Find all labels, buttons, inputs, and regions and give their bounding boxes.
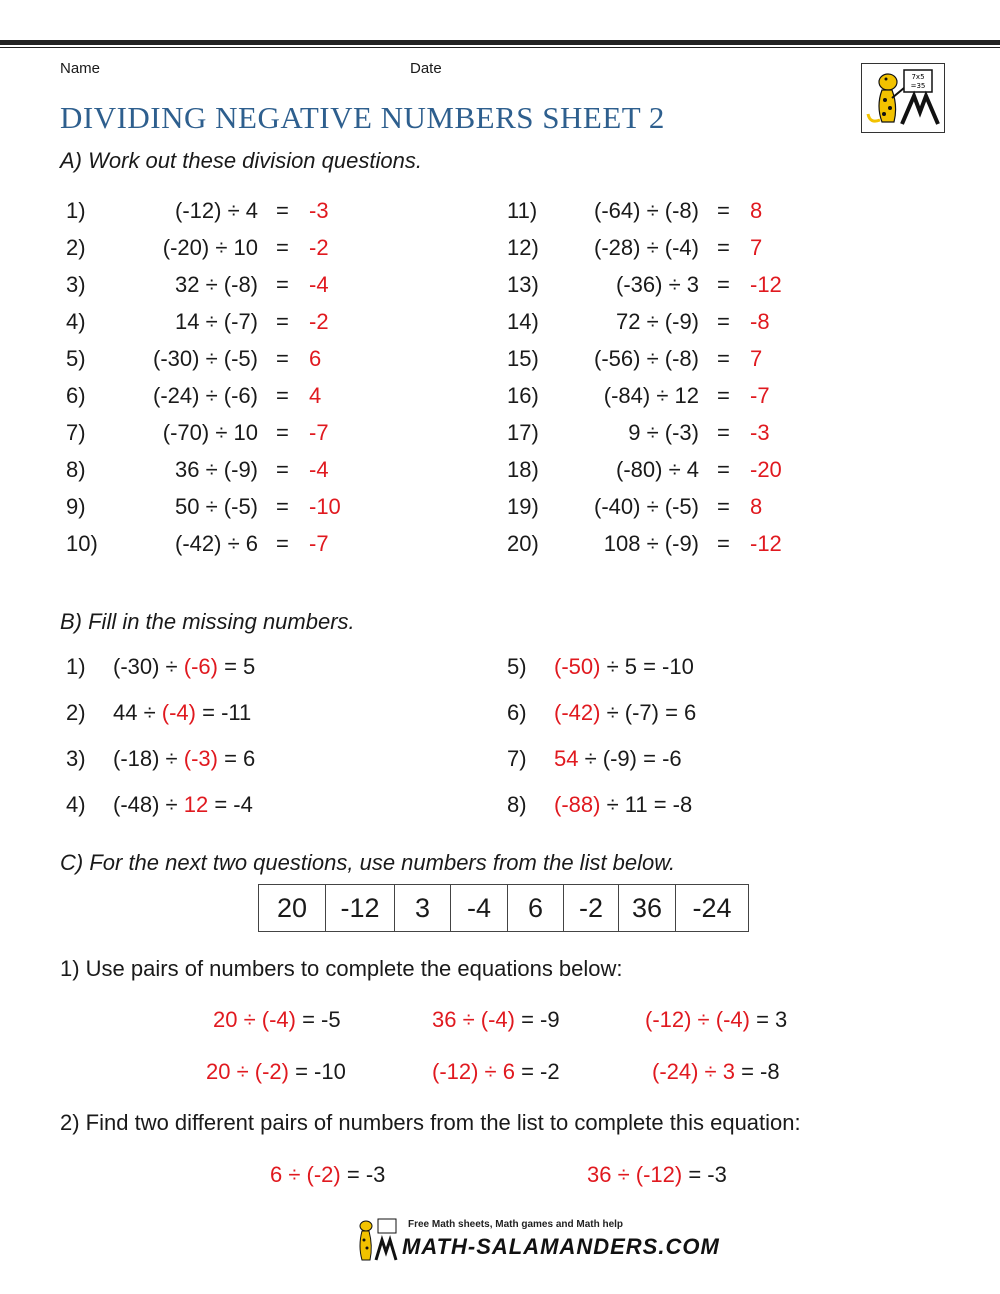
equals-sign: = <box>276 272 289 297</box>
answer: -4 <box>309 457 329 482</box>
question-row <box>507 307 807 337</box>
answer: -2 <box>309 309 329 334</box>
chosen-pair: (-12) ÷ (-4) <box>645 1007 750 1032</box>
equals-sign: = <box>276 420 289 445</box>
equation-result: = -2 <box>514 1059 560 1084</box>
missing-number: (-42) <box>554 700 601 725</box>
footer-tagline: Free Math sheets, Math games and Math help <box>408 1219 624 1230</box>
question-number: 16) <box>507 383 539 408</box>
equation-text: = -11 <box>196 700 252 725</box>
fill-in-equation <box>554 744 682 774</box>
question-number: 7) <box>507 746 527 771</box>
equals-sign: = <box>717 198 730 223</box>
equation-result: = -3 <box>340 1162 386 1187</box>
number-list-cell: -12 <box>326 885 395 932</box>
question-row <box>66 455 366 485</box>
chosen-pair: 20 ÷ (-4) <box>213 1007 296 1032</box>
equals-sign: = <box>717 309 730 334</box>
section-b-heading: B) Fill in the missing numbers. <box>60 609 355 634</box>
equation-answer <box>652 1057 780 1087</box>
question-number: 17) <box>507 420 539 445</box>
fill-in-equation <box>554 698 696 728</box>
equals-sign: = <box>717 420 730 445</box>
top-rule-thin <box>0 47 1000 48</box>
equation-text: (-30) ÷ <box>113 654 184 679</box>
page-title: DIVIDING NEGATIVE NUMBERS SHEET 2 <box>60 100 665 135</box>
equals-sign: = <box>717 235 730 260</box>
question-number: 5) <box>66 346 86 371</box>
question-row <box>66 529 366 559</box>
question-number: 8) <box>507 792 527 817</box>
answer: -7 <box>309 531 329 556</box>
question-number: 14) <box>507 309 539 334</box>
question-number: 13) <box>507 272 539 297</box>
answer: -7 <box>309 420 329 445</box>
section-c-heading: C) For the next two questions, use numbers from the list below. <box>60 850 676 875</box>
question-row <box>66 270 366 300</box>
question-number: 3) <box>66 746 86 771</box>
equals-sign: = <box>276 457 289 482</box>
missing-number: 54 <box>554 746 579 771</box>
question-number: 1) <box>66 198 86 223</box>
question-number: 1) <box>66 654 86 679</box>
question-expression: 14 ÷ (-7) <box>175 309 258 334</box>
question-number: 11) <box>507 198 538 223</box>
fill-in-row <box>507 652 827 682</box>
equation-text: = 5 <box>217 654 256 679</box>
fill-in-equation <box>113 790 253 820</box>
section-a-heading: A) Work out these division questions. <box>60 148 422 173</box>
question-number: 12) <box>507 235 539 260</box>
fill-in-row <box>507 698 827 728</box>
question-expression: (-70) ÷ 10 <box>162 420 258 445</box>
answer: 7 <box>750 235 763 260</box>
equation-answer <box>587 1160 727 1190</box>
missing-number: 12 <box>183 792 209 817</box>
fill-in-row <box>66 652 386 682</box>
question-expression: (-36) ÷ 3 <box>616 272 699 297</box>
equation-answer <box>432 1057 560 1087</box>
equation-result: = 3 <box>749 1007 788 1032</box>
question-expression: 36 ÷ (-9) <box>175 457 258 482</box>
question-expression: 32 ÷ (-8) <box>175 272 258 297</box>
number-list-cell: -2 <box>564 885 619 932</box>
chosen-pair: (-24) ÷ 3 <box>652 1059 735 1084</box>
question-expression: 50 ÷ (-5) <box>175 494 258 519</box>
top-rule <box>0 40 1000 45</box>
question-expression: (-80) ÷ 4 <box>616 457 699 482</box>
salamander-logo-icon <box>861 63 945 133</box>
equals-sign: = <box>276 383 289 408</box>
question-number: 8) <box>66 457 86 482</box>
name-label: Name <box>60 60 101 77</box>
question-number: 3) <box>66 272 86 297</box>
fill-in-equation <box>554 652 694 682</box>
equals-sign: = <box>717 383 730 408</box>
equation-result: = -3 <box>682 1162 727 1187</box>
fill-in-equation <box>113 652 255 682</box>
question-row <box>66 418 366 448</box>
equals-sign: = <box>717 346 730 371</box>
equation-result: = -8 <box>734 1059 780 1084</box>
question-number: 6) <box>66 383 86 408</box>
missing-number: (-6) <box>183 654 218 679</box>
question-expression: (-20) ÷ 10 <box>162 235 258 260</box>
equation-text: = 6 <box>217 746 256 771</box>
question-row <box>66 492 366 522</box>
answer: -20 <box>750 457 782 482</box>
question-number: 2) <box>66 700 86 725</box>
question-number: 5) <box>507 654 527 679</box>
question-expression: (-40) ÷ (-5) <box>594 494 699 519</box>
question-row <box>507 455 807 485</box>
question-expression: (-24) ÷ (-6) <box>153 383 258 408</box>
fill-in-row <box>66 698 386 728</box>
question-expression: (-30) ÷ (-5) <box>153 346 258 371</box>
number-list-cell: 3 <box>395 885 451 932</box>
equation-answer <box>645 1005 787 1035</box>
chosen-pair: 20 ÷ (-2) <box>206 1059 289 1084</box>
question-expression: (-56) ÷ (-8) <box>594 346 699 371</box>
equation-text: 44 ÷ <box>113 700 162 725</box>
chosen-pair: 6 ÷ (-2) <box>270 1162 341 1187</box>
equals-sign: = <box>276 235 289 260</box>
equation-answer <box>213 1005 341 1035</box>
equation-result: = -10 <box>288 1059 346 1084</box>
question-expression: 72 ÷ (-9) <box>616 309 699 334</box>
answer: 8 <box>750 198 763 223</box>
missing-number: (-3) <box>183 746 218 771</box>
equals-sign: = <box>276 494 289 519</box>
equation-text: ÷ 5 = -10 <box>600 654 694 679</box>
answer: 4 <box>309 383 322 408</box>
question-row <box>66 344 366 374</box>
question-row <box>507 492 807 522</box>
number-list-table <box>258 884 749 932</box>
footer-logo <box>352 1216 720 1266</box>
question-number: 20) <box>507 531 539 556</box>
question-number: 15) <box>507 346 539 371</box>
question-row <box>66 233 366 263</box>
equation-answer <box>206 1057 346 1087</box>
date-label: Date <box>410 60 442 77</box>
equation-result: = -9 <box>514 1007 560 1032</box>
chosen-pair: 36 ÷ (-4) <box>432 1007 515 1032</box>
equation-result: = -5 <box>295 1007 341 1032</box>
equation-text: ÷ (-7) = 6 <box>600 700 697 725</box>
answer: 8 <box>750 494 763 519</box>
answer: -4 <box>309 272 329 297</box>
answer: 7 <box>750 346 763 371</box>
question-number: 19) <box>507 494 539 519</box>
fill-in-equation <box>113 744 255 774</box>
question-expression: (-42) ÷ 6 <box>175 531 258 556</box>
answer: -12 <box>750 272 782 297</box>
question-number: 7) <box>66 420 86 445</box>
question-number: 4) <box>66 309 86 334</box>
fill-in-row <box>507 790 827 820</box>
question-row <box>507 529 807 559</box>
missing-number: (-4) <box>161 700 196 725</box>
equation-answer <box>432 1005 560 1035</box>
missing-number: (-50) <box>554 654 601 679</box>
equals-sign: = <box>276 531 289 556</box>
section-c-q2-text: 2) Find two different pairs of numbers from the list to complete this equation: <box>60 1110 801 1135</box>
question-row <box>507 233 807 263</box>
salamander-footer-icon <box>352 1216 398 1266</box>
question-row <box>507 381 807 411</box>
question-row <box>507 196 807 226</box>
answer: -2 <box>309 235 329 260</box>
equals-sign: = <box>276 198 289 223</box>
fill-in-row <box>66 744 386 774</box>
question-expression: (-12) ÷ 4 <box>175 198 258 223</box>
question-expression: (-84) ÷ 12 <box>603 383 699 408</box>
question-number: 10) <box>66 531 98 556</box>
svg-text:7x5: 7x5 <box>911 73 925 81</box>
question-number: 2) <box>66 235 86 260</box>
question-number: 6) <box>507 700 527 725</box>
number-list-cell: 36 <box>619 885 676 932</box>
question-row <box>66 307 366 337</box>
equation-answer <box>270 1160 385 1190</box>
question-number: 4) <box>66 792 86 817</box>
equation-text: (-18) ÷ <box>113 746 184 771</box>
question-number: 9) <box>66 494 86 519</box>
equation-text: = -4 <box>208 792 253 817</box>
question-row <box>507 270 807 300</box>
fill-in-row <box>66 790 386 820</box>
equation-text: ÷ (-9) = -6 <box>578 746 682 771</box>
equals-sign: = <box>717 272 730 297</box>
answer: -10 <box>309 494 341 519</box>
equals-sign: = <box>717 531 730 556</box>
answer: -8 <box>750 309 770 334</box>
number-list-cell: -24 <box>676 885 749 932</box>
chosen-pair: (-12) ÷ 6 <box>432 1059 515 1084</box>
answer: 6 <box>309 346 322 371</box>
equals-sign: = <box>276 346 289 371</box>
chosen-pair: 36 ÷ (-12) <box>587 1162 683 1187</box>
equation-text: (-48) ÷ <box>113 792 184 817</box>
number-list-cell: 20 <box>259 885 326 932</box>
equation-text: ÷ 11 = -8 <box>600 792 693 817</box>
svg-text:=35: =35 <box>910 82 926 90</box>
equals-sign: = <box>276 309 289 334</box>
equals-sign: = <box>717 494 730 519</box>
number-list-cell: 6 <box>508 885 564 932</box>
question-expression: 108 ÷ (-9) <box>603 531 699 556</box>
fill-in-equation <box>554 790 692 820</box>
question-expression: (-28) ÷ (-4) <box>594 235 699 260</box>
number-list-cell: -4 <box>451 885 508 932</box>
missing-number: (-88) <box>554 792 601 817</box>
section-c-q1-text: 1) Use pairs of numbers to complete the equations below: <box>60 956 623 981</box>
fill-in-equation <box>113 698 251 728</box>
question-expression: (-64) ÷ (-8) <box>594 198 699 223</box>
footer-brand: MATH-SALAMANDERS.COM <box>402 1234 720 1259</box>
question-number: 18) <box>507 457 539 482</box>
question-row <box>507 418 807 448</box>
answer: -3 <box>750 420 770 445</box>
question-expression: 9 ÷ (-3) <box>628 420 699 445</box>
answer: -3 <box>309 198 329 223</box>
equals-sign: = <box>717 457 730 482</box>
answer: -12 <box>750 531 782 556</box>
question-row <box>507 344 807 374</box>
question-row <box>66 196 366 226</box>
question-row <box>66 381 366 411</box>
fill-in-row <box>507 744 827 774</box>
answer: -7 <box>750 383 770 408</box>
